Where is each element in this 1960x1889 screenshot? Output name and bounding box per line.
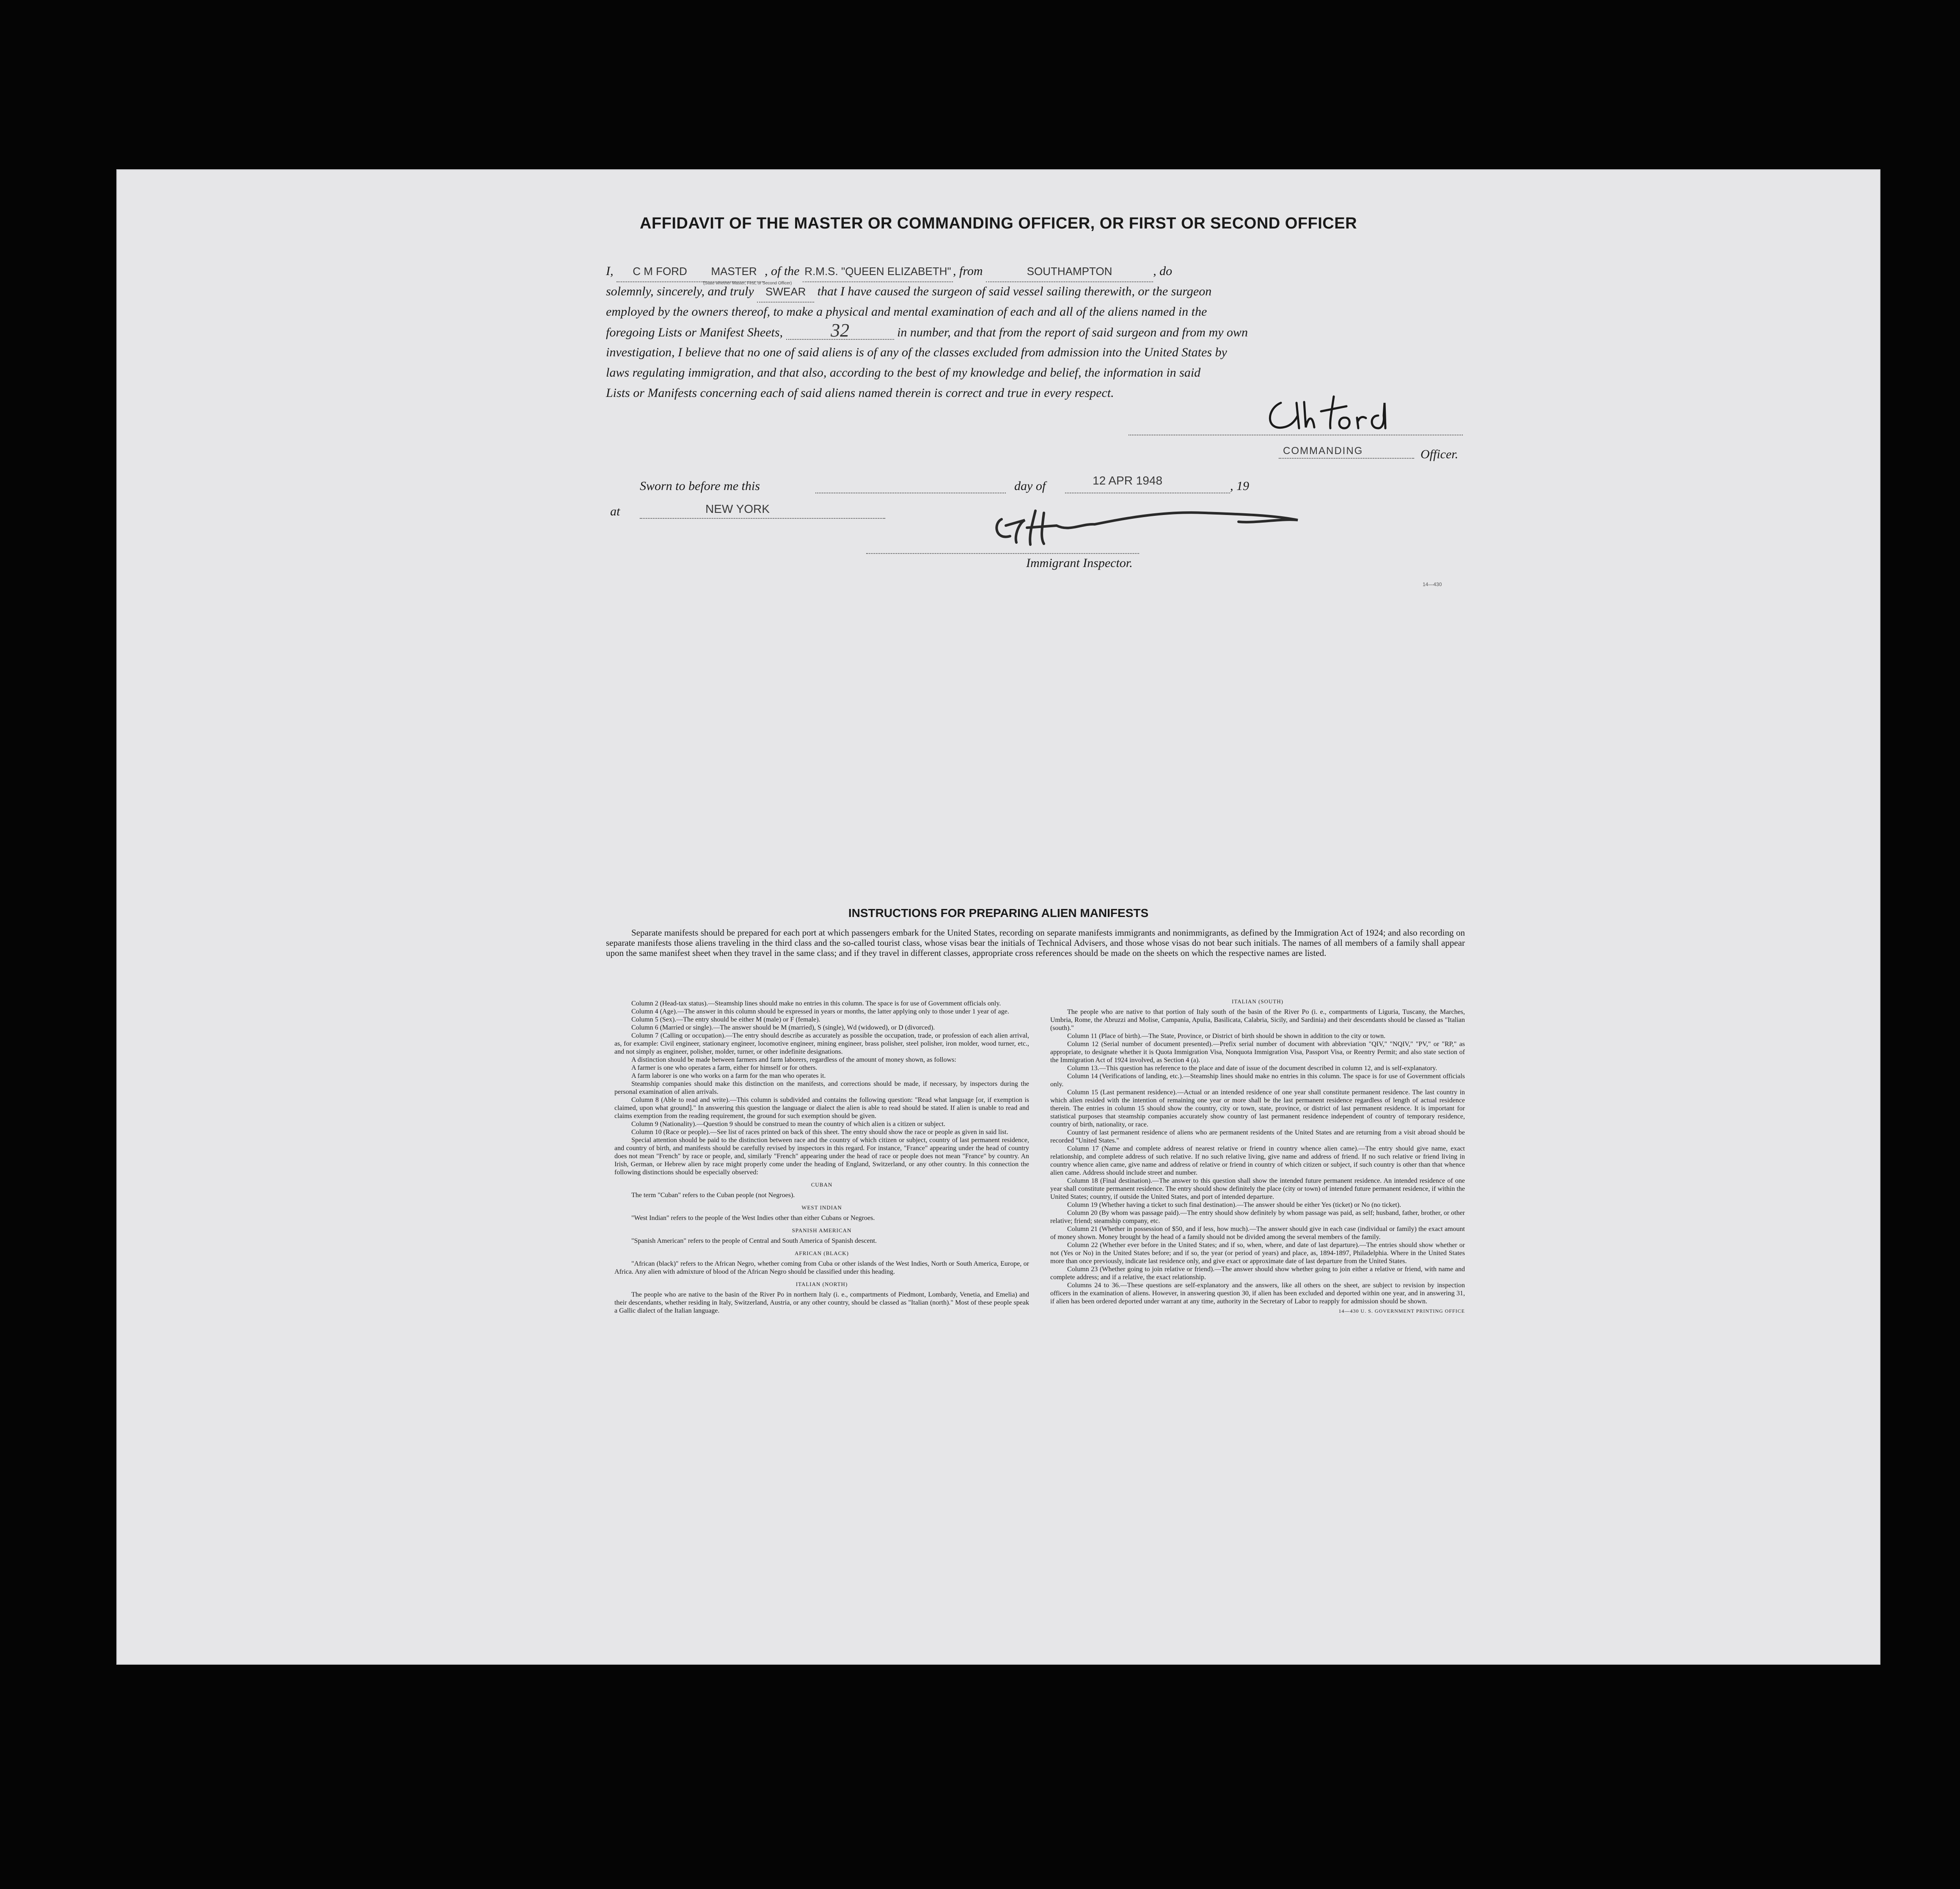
affidavit-line-4: foregoing Lists or Manifest Sheets, 32 in number, and that from the report of said surgeon and from my own — [606, 320, 1248, 341]
instruction-paragraph: The term "Cuban" refers to the Cuban people (not Negroes). — [631, 1192, 795, 1199]
section-heading: WEST INDIAN — [801, 1204, 842, 1211]
instruction-paragraph: Column 18 (Final destination).—The answer to this question shall show the intended future permanent residence. An intended residence of one year shall constitute permanent residence. The entry should show definitely the place (city or town) of intended future permanent residence, if within the United States; country, if outside the United States, and port of intended departure. — [1050, 1177, 1465, 1201]
affidavit-line-5: investigation, I believe that no one of said aliens is of any of the classes excluded from admission into the United States by — [606, 345, 1227, 359]
instruction-paragraph: "African (black)" refers to the African Negro, whether coming from Cuba or other islands of the West Indies, North or South America, Europe, or Africa. Any alien with admixture of blood of the African Negro should be classified under this heading. — [614, 1260, 1029, 1275]
instruction-paragraph: "West Indian" refers to the people of the West Indies other than either Cubans or Negroes. — [631, 1214, 875, 1222]
instructions-title: INSTRUCTIONS FOR PREPARING ALIEN MANIFESTS — [848, 906, 1149, 920]
instruction-paragraph: Column 21 (Whether in possession of $50, and if less, how much).—The answer should give in each case (individual or family) the exact amount of money shown. Money brought by the head of a family should not be divided among the several members of the family. — [1050, 1225, 1465, 1241]
instruction-paragraph: Column 5 (Sex).—The entry should be either M (male) or F (female). — [631, 1016, 820, 1023]
instruction-paragraph: Column 12 (Serial number of document presented).—Prefix serial number of document with abbreviation "QIV," "NQIV," "PV," or "RP," as appropriate, to designate whether it is Quota Immigration Visa, Nonquota Immigration Visa, Passport Visa, or Reentry Permit; and also state section of the Immigration Act of 1924 involved, as Section 4 (a). — [1050, 1041, 1465, 1064]
instruction-paragraph: Column 22 (Whether ever before in the United States; and if so, when, where, and date of last departure).—The entries should show whether or not (Yes or No) in the United States before; and if so, the year (or period of years) and place, as, 1894-1897, Philadelphia. Where in the United States more than once previously, indicate last residence only, and give exact or approximate date of last departure from the United States. — [1050, 1242, 1465, 1265]
instruction-paragraph: A farm laborer is one who works on a farm for the man who operates it. — [631, 1072, 826, 1079]
inspector-signature — [985, 494, 1315, 553]
affidavit-line-2: solemnly, sincerely, and truly SWEAR that I have caused the surgeon of said vessel sailing therewith, or the surgeon — [606, 281, 1465, 303]
rank-note: (State whether Master, First, or Second Officer) — [703, 281, 792, 286]
officer-rank-field: MASTER — [703, 261, 765, 282]
oath-field: SWEAR — [757, 281, 814, 303]
place-stamp: NEW YORK — [705, 502, 770, 515]
instructions-left-column — [614, 1000, 1029, 1315]
instruction-paragraph: Column 17 (Name and complete address of nearest relative or friend in country whence alien came).—The entry should give name, exact relationship, and complete address of such relative. If no such relative living, give name and address of friend. If no such relative or friend living in country whence alien came, give name and address of relative or friend in country of which citizen or subject, if such country is other than that whence alien came. Address should include street and number. — [1050, 1145, 1465, 1176]
instruction-paragraph: "Spanish American" refers to the people of Central and South America of Spanish descent. — [631, 1237, 877, 1245]
instruction-paragraph: Column 7 (Calling or occupation).—The entry should describe as accurately as possible the occupation, trade, or profession of each alien arrival, as, for example: Civil engineer, stationary engineer, locomotive engineer, mining engineer, brass polisher, steel polisher, iron molder, wood turner, etc., and not simply as engineer, polisher, molder, turner, or other indefinite designations. — [614, 1032, 1029, 1055]
master-signature — [1262, 386, 1406, 437]
officer-label: Officer. — [1420, 447, 1459, 461]
date-stamp: 12 APR 1948 — [1093, 474, 1163, 487]
form-number: 14—430 — [1423, 581, 1442, 587]
inspector-signature-line — [866, 553, 1139, 554]
instruction-paragraph: Column 10 (Race or people).—See list of races printed on back of this sheet. The entry should show the race or people as given in said list. — [631, 1129, 1008, 1136]
instruction-paragraph: Column 23 (Whether going to join relative or friend).—The answer should show whether going to join either a relative or friend, with name and complete address; and if a relative, the exact relationship. — [1050, 1266, 1465, 1281]
instruction-paragraph: A farmer is one who operates a farm, either for himself or for others. — [631, 1064, 818, 1071]
instruction-paragraph: Column 20 (By whom was passage paid).—The entry should show definitely by whom passage was paid, as self; husband, father, brother, or other relative; friend; steamship company, etc. — [1050, 1209, 1465, 1225]
at-label: at — [610, 504, 620, 518]
instruction-paragraph: Country of last permanent residence of aliens who are permanent residents of the United States and are returning from a visit abroad should be recorded "United States." — [1050, 1129, 1465, 1144]
instructions-intro: Separate manifests should be prepared for each port at which passengers embark for the United States, recording on separate manifests immigrants and nonimmigrants, as defined by the Immigration Act of 1924; and also recording on separate manifests those aliens traveling in the third class and the so-called tourist class, whose visas bear the initials of Technical Advisers, and those whose visas do not bear such initials. The names of all members of a family shall appear upon the same manifest sheet when they travel in the same class; and if they travel in different classes, appropriate cross references should be made on the sheets on which the respective names are listed. — [606, 928, 1465, 958]
inspector-label: Immigrant Inspector. — [1026, 556, 1133, 570]
officer-title-line — [1279, 458, 1414, 459]
instruction-paragraph: Column 11 (Place of birth).—The State, Province, or District of birth should be shown in addition to the city or town. — [1067, 1033, 1386, 1040]
port-field: SOUTHAMPTON — [986, 261, 1153, 282]
section-heading: ITALIAN (NORTH) — [796, 1281, 848, 1287]
printing-office-footer: 14—430 U. S. GOVERNMENT PRINTING OFFICE — [1338, 1308, 1465, 1314]
instructions-right-column — [1050, 997, 1465, 1315]
instruction-paragraph: Column 15 (Last permanent residence).—Actual or an intended residence of one year shall constitute permanent residence. The last country in which alien resided with the intention of remaining one year or more shall be the last permanent residence regardless of length of actual residence therein. The entries in column 15 should show the country, city or town, state, province, or district of last permanent residence. It is important for statistical purposes that steamship companies accurately show country of last permanent residence independent of country of temporary residence, country of birth, nationality, or race. — [1050, 1089, 1465, 1128]
document-page — [116, 169, 1880, 1665]
vessel-field: R.M.S. "QUEEN ELIZABETH" — [803, 261, 953, 282]
instruction-paragraph: Column 2 (Head-tax status).—Steamship lines should make no entries in this column. The space is for use of Government officials only. — [631, 1000, 1001, 1007]
year-label: , 19 — [1230, 479, 1249, 493]
day-of-label: day of — [1014, 479, 1046, 493]
section-heading: ITALIAN (SOUTH) — [1232, 998, 1283, 1005]
instruction-paragraph: Column 13.—This question has reference to the place and date of issue of the document described in column 12, and is self-explanatory. — [1067, 1065, 1437, 1072]
place-line — [640, 518, 885, 519]
instruction-paragraph: Special attention should be paid to the distinction between race and the country of which citizen or subject, country of last permanent residence, and country of birth, and manifests should be carefully revised by inspectors in this regard. For instance, "France" appearing under the head of country does not mean "French" by race or people, and, similarly "French" appearing under the head of race or people does not mean "France" by country. An Irish, German, or Hebrew alien by race might properly come under the heading of England, Switzerland, or any other country. In this connection the following distinctions should be especially observed: — [614, 1137, 1029, 1176]
affidavit-line-6: laws regulating immigration, and that also, according to the best of my knowledge and belief, the information in said — [606, 366, 1201, 380]
alien-count-field: 32 — [786, 322, 894, 340]
instruction-paragraph: Columns 24 to 36.—These questions are self-explanatory and the answers, like all others on the sheet, are subject to revision by inspection officers in the examination of aliens. However, in answering question 30, if alien has been excluded and deported within one year, and in answering 31, if alien has been ordered deported under warrant at any time, authority in the Secretary of Labor to reapply for admission should be shown. — [1050, 1282, 1465, 1305]
instruction-paragraph: Column 9 (Nationality).—Question 9 should be construed to mean the country of which alien is a citizen or subject. — [631, 1121, 946, 1128]
instruction-paragraph: The people who are native to the basin of the River Po in northern Italy (i. e., compartments of Piedmont, Lombardy, Venetia, and Emelia) and their descendants, whether residing in Italy, Switzerland, Austria, or any other country, should be classed as "Italian (north)." Most of these people speak a Gallic dialect of the Italian language. — [614, 1291, 1029, 1314]
instruction-paragraph: Column 4 (Age).—The answer in this column should be expressed in years or months, the latter applying only to those under 1 year of age. — [631, 1008, 1009, 1015]
sworn-label: Sworn to before me this — [640, 479, 760, 493]
instruction-paragraph: A distinction should be made between farmers and farm laborers, regardless of the amount of money shown, as follows: — [631, 1056, 956, 1063]
officer-title-stamp: COMMANDING — [1283, 445, 1363, 457]
section-heading: CUBAN — [811, 1181, 833, 1188]
affidavit-line-7: Lists or Manifests concerning each of said aliens named therein is correct and true in every respect. — [606, 386, 1114, 400]
instruction-paragraph: Column 6 (Married or single).—The answer should be M (married), S (single), Wd (widowed), or D (divorced). — [631, 1024, 935, 1031]
instruction-paragraph: Steamship companies should make this distinction on the manifests, and corrections should be made, if necessary, by inspectors during the personal examination of alien arrivals. — [614, 1080, 1029, 1096]
instruction-paragraph: Column 19 (Whether having a ticket to such final destination).—The answer should be either Yes (ticket) or No (no ticket). — [1067, 1201, 1401, 1209]
affidavit-line-1: I, C M FORD MASTER , of the R.M.S. "QUEEN ELIZABETH" , from SOUTHAMPTON , do — [606, 261, 1465, 282]
affidavit-line-3: employed by the owners thereof, to make a physical and mental examination of each and all of the aliens named in the — [606, 305, 1207, 319]
instruction-paragraph: Column 8 (Able to read and write).—This column is subdivided and contains the following question: "Read what language [or, if exemption is claimed, upon what ground]." In answering this question the language or dialect the alien is able to read should be stated. If alien is unable to read and claims exemption from the reading requirement, the ground for such exemption should be given. — [614, 1096, 1029, 1120]
section-heading: SPANISH AMERICAN — [792, 1227, 852, 1234]
affidavit-title: AFFIDAVIT OF THE MASTER OR COMMANDING OFFICER, OR FIRST OR SECOND OFFICER — [639, 215, 1357, 232]
instruction-paragraph: Column 14 (Verifications of landing, etc.).—Steamship lines should make no entries in this column. The space is for use of Government officials only. — [1050, 1073, 1465, 1088]
officer-name-field: C M FORD — [617, 261, 703, 282]
instruction-paragraph: The people who are native to that portion of Italy south of the basin of the River Po (i. e., compartments of Liguria, Tuscany, the Marches, Umbria, Rome, the Abruzzi and Molise, Campania, Apulia, Basilicata, Calabria, Sicily, and Sardinia) and their descendants should be classed as "Italian (south)." — [1050, 1008, 1465, 1032]
section-heading: AFRICAN (BLACK) — [794, 1250, 849, 1256]
